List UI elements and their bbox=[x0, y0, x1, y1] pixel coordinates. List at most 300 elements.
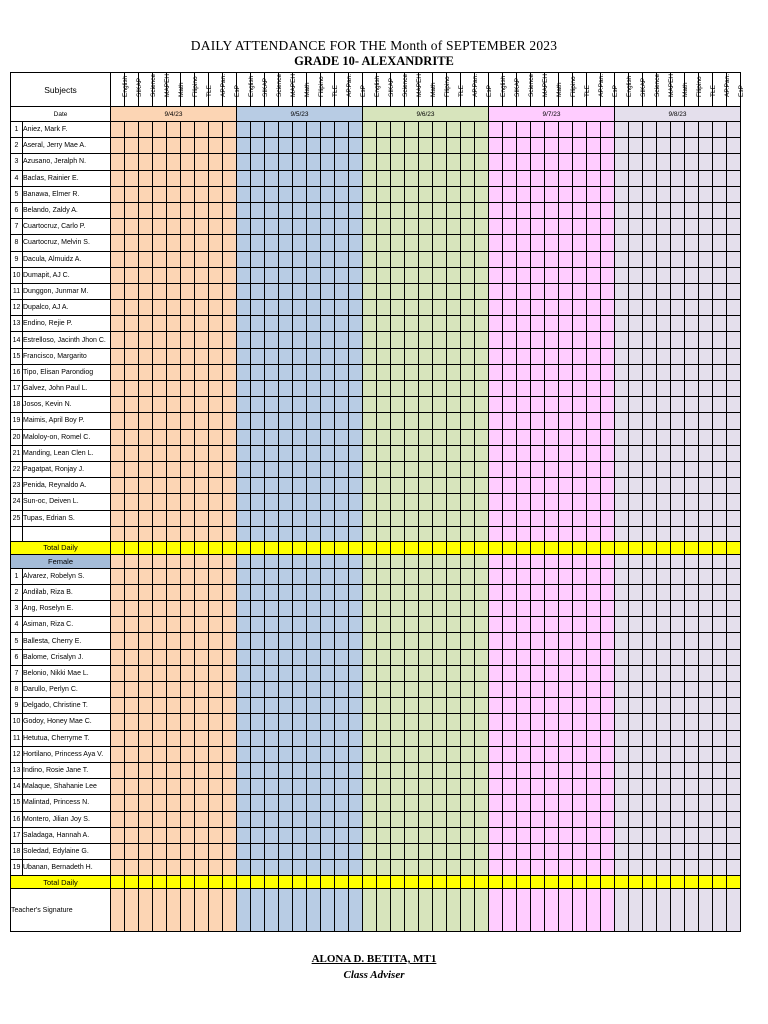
attendance-cell[interactable] bbox=[503, 795, 517, 811]
attendance-cell[interactable] bbox=[727, 478, 741, 494]
attendance-cell[interactable] bbox=[461, 283, 475, 299]
attendance-cell[interactable] bbox=[265, 186, 279, 202]
attendance-cell[interactable] bbox=[307, 682, 321, 698]
attendance-cell[interactable] bbox=[517, 364, 531, 380]
attendance-cell[interactable] bbox=[321, 381, 335, 397]
attendance-cell[interactable] bbox=[671, 267, 685, 283]
attendance-cell[interactable] bbox=[293, 461, 307, 477]
attendance-cell[interactable] bbox=[251, 397, 265, 413]
attendance-cell[interactable] bbox=[475, 554, 489, 568]
attendance-cell[interactable] bbox=[335, 762, 349, 778]
attendance-cell[interactable] bbox=[447, 381, 461, 397]
attendance-cell[interactable] bbox=[377, 682, 391, 698]
attendance-cell[interactable] bbox=[699, 461, 713, 477]
attendance-cell[interactable] bbox=[531, 170, 545, 186]
attendance-cell[interactable] bbox=[405, 316, 419, 332]
attendance-cell[interactable] bbox=[209, 461, 223, 477]
attendance-cell[interactable] bbox=[279, 889, 293, 932]
attendance-cell[interactable] bbox=[699, 413, 713, 429]
attendance-cell[interactable] bbox=[419, 429, 433, 445]
attendance-cell[interactable] bbox=[657, 219, 671, 235]
attendance-cell[interactable] bbox=[167, 746, 181, 762]
attendance-cell[interactable] bbox=[335, 170, 349, 186]
total-cell[interactable] bbox=[223, 541, 237, 554]
attendance-cell[interactable] bbox=[517, 478, 531, 494]
attendance-cell[interactable] bbox=[405, 601, 419, 617]
attendance-cell[interactable] bbox=[517, 730, 531, 746]
total-cell[interactable] bbox=[447, 541, 461, 554]
attendance-cell[interactable] bbox=[139, 364, 153, 380]
attendance-cell[interactable] bbox=[517, 860, 531, 876]
attendance-cell[interactable] bbox=[587, 795, 601, 811]
total-cell[interactable] bbox=[419, 876, 433, 889]
attendance-cell[interactable] bbox=[531, 413, 545, 429]
attendance-cell[interactable] bbox=[293, 554, 307, 568]
attendance-cell[interactable] bbox=[293, 122, 307, 138]
attendance-cell[interactable] bbox=[545, 633, 559, 649]
attendance-cell[interactable] bbox=[657, 429, 671, 445]
attendance-cell[interactable] bbox=[685, 730, 699, 746]
total-cell[interactable] bbox=[125, 541, 139, 554]
attendance-cell[interactable] bbox=[307, 665, 321, 681]
attendance-cell[interactable] bbox=[517, 682, 531, 698]
attendance-cell[interactable] bbox=[279, 510, 293, 526]
total-cell[interactable] bbox=[643, 541, 657, 554]
attendance-cell[interactable] bbox=[125, 154, 139, 170]
attendance-cell[interactable] bbox=[181, 364, 195, 380]
attendance-cell[interactable] bbox=[349, 478, 363, 494]
attendance-cell[interactable] bbox=[209, 633, 223, 649]
attendance-cell[interactable] bbox=[587, 429, 601, 445]
attendance-cell[interactable] bbox=[615, 811, 629, 827]
attendance-cell[interactable] bbox=[265, 445, 279, 461]
attendance-cell[interactable] bbox=[545, 251, 559, 267]
attendance-cell[interactable] bbox=[279, 568, 293, 584]
attendance-cell[interactable] bbox=[573, 698, 587, 714]
attendance-cell[interactable] bbox=[629, 714, 643, 730]
attendance-cell[interactable] bbox=[447, 811, 461, 827]
attendance-cell[interactable] bbox=[419, 364, 433, 380]
attendance-cell[interactable] bbox=[111, 494, 125, 510]
attendance-cell[interactable] bbox=[433, 554, 447, 568]
attendance-cell[interactable] bbox=[671, 554, 685, 568]
attendance-cell[interactable] bbox=[307, 584, 321, 600]
attendance-cell[interactable] bbox=[433, 397, 447, 413]
total-cell[interactable] bbox=[671, 541, 685, 554]
attendance-cell[interactable] bbox=[377, 478, 391, 494]
attendance-cell[interactable] bbox=[461, 397, 475, 413]
attendance-cell[interactable] bbox=[349, 461, 363, 477]
attendance-cell[interactable] bbox=[615, 413, 629, 429]
attendance-cell[interactable] bbox=[125, 649, 139, 665]
attendance-cell[interactable] bbox=[251, 348, 265, 364]
attendance-cell[interactable] bbox=[125, 235, 139, 251]
attendance-cell[interactable] bbox=[545, 762, 559, 778]
attendance-cell[interactable] bbox=[321, 665, 335, 681]
attendance-cell[interactable] bbox=[545, 698, 559, 714]
attendance-cell[interactable] bbox=[223, 698, 237, 714]
attendance-cell[interactable] bbox=[475, 779, 489, 795]
attendance-cell[interactable] bbox=[713, 494, 727, 510]
attendance-cell[interactable] bbox=[167, 348, 181, 364]
attendance-cell[interactable] bbox=[503, 526, 517, 541]
attendance-cell[interactable] bbox=[265, 235, 279, 251]
attendance-cell[interactable] bbox=[531, 633, 545, 649]
attendance-cell[interactable] bbox=[237, 584, 251, 600]
attendance-cell[interactable] bbox=[237, 429, 251, 445]
attendance-cell[interactable] bbox=[671, 154, 685, 170]
attendance-cell[interactable] bbox=[573, 186, 587, 202]
attendance-cell[interactable] bbox=[237, 170, 251, 186]
attendance-cell[interactable] bbox=[265, 510, 279, 526]
attendance-cell[interactable] bbox=[433, 779, 447, 795]
attendance-cell[interactable] bbox=[349, 154, 363, 170]
attendance-cell[interactable] bbox=[223, 267, 237, 283]
attendance-cell[interactable] bbox=[517, 633, 531, 649]
attendance-cell[interactable] bbox=[461, 316, 475, 332]
attendance-cell[interactable] bbox=[321, 364, 335, 380]
attendance-cell[interactable] bbox=[685, 397, 699, 413]
attendance-cell[interactable] bbox=[517, 138, 531, 154]
attendance-cell[interactable] bbox=[237, 413, 251, 429]
attendance-cell[interactable] bbox=[643, 364, 657, 380]
attendance-cell[interactable] bbox=[699, 138, 713, 154]
attendance-cell[interactable] bbox=[251, 730, 265, 746]
attendance-cell[interactable] bbox=[489, 827, 503, 843]
attendance-cell[interactable] bbox=[139, 730, 153, 746]
attendance-cell[interactable] bbox=[713, 251, 727, 267]
attendance-cell[interactable] bbox=[643, 795, 657, 811]
attendance-cell[interactable] bbox=[573, 510, 587, 526]
attendance-cell[interactable] bbox=[489, 843, 503, 859]
attendance-cell[interactable] bbox=[405, 714, 419, 730]
attendance-cell[interactable] bbox=[475, 154, 489, 170]
attendance-cell[interactable] bbox=[279, 186, 293, 202]
total-cell[interactable] bbox=[517, 541, 531, 554]
attendance-cell[interactable] bbox=[727, 494, 741, 510]
attendance-cell[interactable] bbox=[433, 827, 447, 843]
attendance-cell[interactable] bbox=[195, 283, 209, 299]
attendance-cell[interactable] bbox=[307, 445, 321, 461]
attendance-cell[interactable] bbox=[587, 843, 601, 859]
attendance-cell[interactable] bbox=[727, 584, 741, 600]
attendance-cell[interactable] bbox=[279, 762, 293, 778]
attendance-cell[interactable] bbox=[321, 316, 335, 332]
attendance-cell[interactable] bbox=[643, 889, 657, 932]
attendance-cell[interactable] bbox=[573, 138, 587, 154]
attendance-cell[interactable] bbox=[223, 665, 237, 681]
attendance-cell[interactable] bbox=[279, 601, 293, 617]
attendance-cell[interactable] bbox=[391, 381, 405, 397]
attendance-cell[interactable] bbox=[545, 617, 559, 633]
attendance-cell[interactable] bbox=[517, 494, 531, 510]
attendance-cell[interactable] bbox=[475, 649, 489, 665]
attendance-cell[interactable] bbox=[153, 445, 167, 461]
attendance-cell[interactable] bbox=[671, 364, 685, 380]
attendance-cell[interactable] bbox=[405, 510, 419, 526]
attendance-cell[interactable] bbox=[125, 510, 139, 526]
attendance-cell[interactable] bbox=[195, 665, 209, 681]
attendance-cell[interactable] bbox=[209, 138, 223, 154]
attendance-cell[interactable] bbox=[153, 617, 167, 633]
attendance-cell[interactable] bbox=[517, 811, 531, 827]
attendance-cell[interactable] bbox=[727, 283, 741, 299]
attendance-cell[interactable] bbox=[111, 364, 125, 380]
attendance-cell[interactable] bbox=[419, 510, 433, 526]
attendance-cell[interactable] bbox=[545, 665, 559, 681]
attendance-cell[interactable] bbox=[139, 827, 153, 843]
attendance-cell[interactable] bbox=[209, 843, 223, 859]
attendance-cell[interactable] bbox=[573, 617, 587, 633]
attendance-cell[interactable] bbox=[573, 364, 587, 380]
attendance-cell[interactable] bbox=[125, 186, 139, 202]
attendance-cell[interactable] bbox=[587, 122, 601, 138]
attendance-cell[interactable] bbox=[111, 478, 125, 494]
attendance-cell[interactable] bbox=[153, 251, 167, 267]
attendance-cell[interactable] bbox=[167, 170, 181, 186]
attendance-cell[interactable] bbox=[545, 348, 559, 364]
attendance-cell[interactable] bbox=[517, 827, 531, 843]
attendance-cell[interactable] bbox=[111, 267, 125, 283]
attendance-cell[interactable] bbox=[559, 413, 573, 429]
attendance-cell[interactable] bbox=[615, 746, 629, 762]
attendance-cell[interactable] bbox=[545, 730, 559, 746]
attendance-cell[interactable] bbox=[195, 445, 209, 461]
attendance-cell[interactable] bbox=[685, 510, 699, 526]
attendance-cell[interactable] bbox=[181, 300, 195, 316]
attendance-cell[interactable] bbox=[671, 219, 685, 235]
attendance-cell[interactable] bbox=[573, 122, 587, 138]
attendance-cell[interactable] bbox=[587, 633, 601, 649]
attendance-cell[interactable] bbox=[489, 554, 503, 568]
attendance-cell[interactable] bbox=[321, 889, 335, 932]
attendance-cell[interactable] bbox=[377, 843, 391, 859]
attendance-cell[interactable] bbox=[265, 154, 279, 170]
attendance-cell[interactable] bbox=[237, 445, 251, 461]
attendance-cell[interactable] bbox=[195, 730, 209, 746]
attendance-cell[interactable] bbox=[461, 811, 475, 827]
attendance-cell[interactable] bbox=[195, 413, 209, 429]
attendance-cell[interactable] bbox=[181, 827, 195, 843]
attendance-cell[interactable] bbox=[615, 170, 629, 186]
attendance-cell[interactable] bbox=[153, 779, 167, 795]
attendance-cell[interactable] bbox=[587, 526, 601, 541]
attendance-cell[interactable] bbox=[349, 746, 363, 762]
attendance-cell[interactable] bbox=[321, 779, 335, 795]
attendance-cell[interactable] bbox=[713, 649, 727, 665]
attendance-cell[interactable] bbox=[727, 381, 741, 397]
total-cell[interactable] bbox=[685, 876, 699, 889]
attendance-cell[interactable] bbox=[433, 617, 447, 633]
attendance-cell[interactable] bbox=[517, 348, 531, 364]
attendance-cell[interactable] bbox=[209, 698, 223, 714]
attendance-cell[interactable] bbox=[433, 682, 447, 698]
attendance-cell[interactable] bbox=[713, 122, 727, 138]
attendance-cell[interactable] bbox=[433, 283, 447, 299]
attendance-cell[interactable] bbox=[699, 397, 713, 413]
attendance-cell[interactable] bbox=[335, 219, 349, 235]
attendance-cell[interactable] bbox=[391, 429, 405, 445]
attendance-cell[interactable] bbox=[153, 429, 167, 445]
attendance-cell[interactable] bbox=[265, 364, 279, 380]
attendance-cell[interactable] bbox=[601, 494, 615, 510]
attendance-cell[interactable] bbox=[153, 827, 167, 843]
attendance-cell[interactable] bbox=[545, 478, 559, 494]
attendance-cell[interactable] bbox=[139, 526, 153, 541]
attendance-cell[interactable] bbox=[657, 413, 671, 429]
attendance-cell[interactable] bbox=[251, 122, 265, 138]
attendance-cell[interactable] bbox=[139, 889, 153, 932]
attendance-cell[interactable] bbox=[125, 251, 139, 267]
attendance-cell[interactable] bbox=[363, 714, 377, 730]
attendance-cell[interactable] bbox=[461, 795, 475, 811]
attendance-cell[interactable] bbox=[111, 746, 125, 762]
attendance-cell[interactable] bbox=[195, 762, 209, 778]
attendance-cell[interactable] bbox=[153, 795, 167, 811]
attendance-cell[interactable] bbox=[713, 554, 727, 568]
attendance-cell[interactable] bbox=[643, 584, 657, 600]
attendance-cell[interactable] bbox=[727, 665, 741, 681]
attendance-cell[interactable] bbox=[307, 510, 321, 526]
attendance-cell[interactable] bbox=[321, 445, 335, 461]
attendance-cell[interactable] bbox=[713, 860, 727, 876]
attendance-cell[interactable] bbox=[601, 478, 615, 494]
attendance-cell[interactable] bbox=[125, 762, 139, 778]
attendance-cell[interactable] bbox=[489, 510, 503, 526]
attendance-cell[interactable] bbox=[699, 494, 713, 510]
attendance-cell[interactable] bbox=[363, 251, 377, 267]
attendance-cell[interactable] bbox=[629, 267, 643, 283]
attendance-cell[interactable] bbox=[433, 601, 447, 617]
attendance-cell[interactable] bbox=[363, 478, 377, 494]
attendance-cell[interactable] bbox=[167, 584, 181, 600]
attendance-cell[interactable] bbox=[489, 568, 503, 584]
attendance-cell[interactable] bbox=[489, 682, 503, 698]
attendance-cell[interactable] bbox=[307, 138, 321, 154]
attendance-cell[interactable] bbox=[727, 122, 741, 138]
attendance-cell[interactable] bbox=[335, 827, 349, 843]
attendance-cell[interactable] bbox=[685, 698, 699, 714]
attendance-cell[interactable] bbox=[349, 397, 363, 413]
total-cell[interactable] bbox=[629, 541, 643, 554]
attendance-cell[interactable] bbox=[559, 568, 573, 584]
total-cell[interactable] bbox=[181, 541, 195, 554]
attendance-cell[interactable] bbox=[503, 364, 517, 380]
attendance-cell[interactable] bbox=[461, 554, 475, 568]
attendance-cell[interactable] bbox=[419, 665, 433, 681]
attendance-cell[interactable] bbox=[139, 568, 153, 584]
attendance-cell[interactable] bbox=[629, 364, 643, 380]
total-cell[interactable] bbox=[461, 541, 475, 554]
attendance-cell[interactable] bbox=[615, 762, 629, 778]
attendance-cell[interactable] bbox=[517, 584, 531, 600]
attendance-cell[interactable] bbox=[727, 332, 741, 348]
attendance-cell[interactable] bbox=[629, 122, 643, 138]
attendance-cell[interactable] bbox=[713, 283, 727, 299]
attendance-cell[interactable] bbox=[461, 617, 475, 633]
attendance-cell[interactable] bbox=[153, 267, 167, 283]
attendance-cell[interactable] bbox=[391, 186, 405, 202]
attendance-cell[interactable] bbox=[125, 138, 139, 154]
attendance-cell[interactable] bbox=[713, 202, 727, 218]
attendance-cell[interactable] bbox=[181, 219, 195, 235]
attendance-cell[interactable] bbox=[643, 300, 657, 316]
attendance-cell[interactable] bbox=[447, 526, 461, 541]
attendance-cell[interactable] bbox=[503, 843, 517, 859]
attendance-cell[interactable] bbox=[139, 584, 153, 600]
attendance-cell[interactable] bbox=[629, 316, 643, 332]
attendance-cell[interactable] bbox=[153, 300, 167, 316]
attendance-cell[interactable] bbox=[181, 860, 195, 876]
attendance-cell[interactable] bbox=[503, 202, 517, 218]
attendance-cell[interactable] bbox=[573, 746, 587, 762]
attendance-cell[interactable] bbox=[195, 219, 209, 235]
attendance-cell[interactable] bbox=[321, 429, 335, 445]
attendance-cell[interactable] bbox=[657, 714, 671, 730]
attendance-cell[interactable] bbox=[209, 202, 223, 218]
attendance-cell[interactable] bbox=[223, 746, 237, 762]
attendance-cell[interactable] bbox=[363, 601, 377, 617]
attendance-cell[interactable] bbox=[713, 397, 727, 413]
attendance-cell[interactable] bbox=[601, 584, 615, 600]
attendance-cell[interactable] bbox=[643, 746, 657, 762]
attendance-cell[interactable] bbox=[545, 397, 559, 413]
attendance-cell[interactable] bbox=[657, 235, 671, 251]
attendance-cell[interactable] bbox=[377, 154, 391, 170]
attendance-cell[interactable] bbox=[153, 665, 167, 681]
attendance-cell[interactable] bbox=[503, 316, 517, 332]
attendance-cell[interactable] bbox=[153, 633, 167, 649]
attendance-cell[interactable] bbox=[517, 332, 531, 348]
attendance-cell[interactable] bbox=[615, 617, 629, 633]
attendance-cell[interactable] bbox=[587, 762, 601, 778]
attendance-cell[interactable] bbox=[671, 860, 685, 876]
attendance-cell[interactable] bbox=[517, 413, 531, 429]
attendance-cell[interactable] bbox=[307, 746, 321, 762]
attendance-cell[interactable] bbox=[545, 154, 559, 170]
attendance-cell[interactable] bbox=[293, 526, 307, 541]
attendance-cell[interactable] bbox=[279, 202, 293, 218]
attendance-cell[interactable] bbox=[601, 413, 615, 429]
attendance-cell[interactable] bbox=[265, 170, 279, 186]
attendance-cell[interactable] bbox=[251, 827, 265, 843]
attendance-cell[interactable] bbox=[587, 617, 601, 633]
attendance-cell[interactable] bbox=[321, 649, 335, 665]
attendance-cell[interactable] bbox=[433, 186, 447, 202]
attendance-cell[interactable] bbox=[279, 811, 293, 827]
attendance-cell[interactable] bbox=[601, 316, 615, 332]
attendance-cell[interactable] bbox=[307, 283, 321, 299]
attendance-cell[interactable] bbox=[139, 251, 153, 267]
attendance-cell[interactable] bbox=[713, 235, 727, 251]
attendance-cell[interactable] bbox=[265, 202, 279, 218]
attendance-cell[interactable] bbox=[293, 138, 307, 154]
total-cell[interactable] bbox=[601, 876, 615, 889]
attendance-cell[interactable] bbox=[237, 122, 251, 138]
attendance-cell[interactable] bbox=[125, 445, 139, 461]
attendance-cell[interactable] bbox=[377, 219, 391, 235]
attendance-cell[interactable] bbox=[573, 762, 587, 778]
attendance-cell[interactable] bbox=[685, 714, 699, 730]
attendance-cell[interactable] bbox=[559, 186, 573, 202]
attendance-cell[interactable] bbox=[125, 601, 139, 617]
attendance-cell[interactable] bbox=[139, 186, 153, 202]
attendance-cell[interactable] bbox=[125, 568, 139, 584]
total-cell[interactable] bbox=[503, 541, 517, 554]
attendance-cell[interactable] bbox=[307, 202, 321, 218]
attendance-cell[interactable] bbox=[727, 779, 741, 795]
attendance-cell[interactable] bbox=[447, 649, 461, 665]
